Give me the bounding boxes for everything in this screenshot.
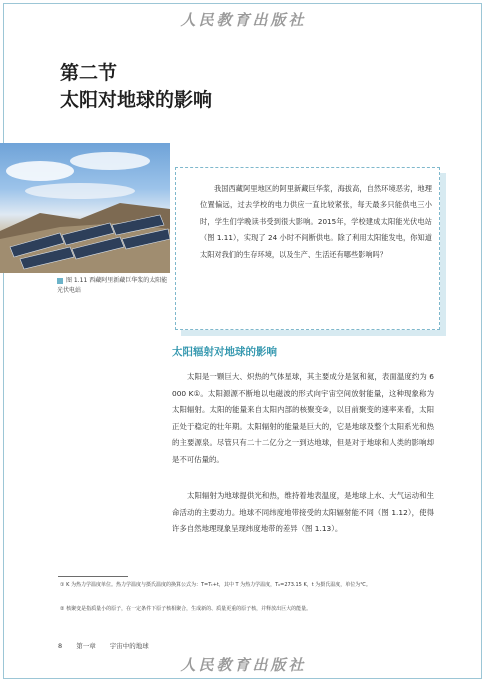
solar-station-illustration <box>0 143 170 273</box>
page-footer <box>58 641 161 650</box>
figure-caption <box>57 276 172 296</box>
chapter-title: 宇宙中的地球 <box>109 642 149 650</box>
footnote-text: 核聚变是指质量小的原子，在一定条件下原子核相聚合，生成新的、质量更重的原子核，并释放出巨大的能量。 <box>66 606 312 612</box>
footnote-mark: ① <box>60 582 65 588</box>
caption-marker <box>57 278 63 284</box>
chapter-number: 第一章 <box>76 642 96 650</box>
figure-caption-text: 西藏阿里新藏巨华浆的太阳能光伏电站 <box>57 277 168 294</box>
publisher-logo-top: 人民教育出版社 <box>180 11 307 29</box>
footnote-mark: ② <box>60 606 65 612</box>
section-title: 太阳对地球的影响 <box>60 89 213 111</box>
subsection-heading: 太阳辐射对地球的影响 <box>172 346 277 358</box>
section-number: 第二节 <box>60 62 118 84</box>
publisher-logo-bottom: 人民教育出版社 <box>180 656 307 674</box>
page-number: 8 <box>58 642 63 650</box>
footnote <box>60 580 432 591</box>
footnote-divider <box>58 576 128 577</box>
solar-station-photo <box>0 143 170 273</box>
body-paragraph: 太阳辐射为地球提供光和热，维持着地表温度，是地球上水、大气运动和生命活动的主要动力。地球不同纬度地带接受的太阳辐射能不同（图 1.12），使得许多自然地理现象呈现纬度地带的差异（图 1.13）。 <box>172 491 434 533</box>
body-paragraph: 太阳是一颗巨大、炽热的气体星球，其主要成分是氢和氦，表面温度约为 6 000 K①。太阳源源不断地以电磁波的形式向宇宙空间放射能量，这种现象称为太阳辐射。太阳的能量来自太阳内部的核聚变②，以目前聚变的速率来看，太阳正处于稳定的壮年期。太阳辐射的能量是巨大的，它是地球及整个太阳系光和热的主要源泉。尽管只有二十二亿分之一到达地球，但是对于地球和人类的影响却是不可估量的。 <box>172 372 434 464</box>
intro-text: 我国西藏阿里地区的阿里新藏巨华浆，海拔高，自然环境恶劣，地理位置偏远，过去学校的电力供应一直比较紧张，每天最多只能供电三小时，学生们学晚读书受到很大影响。2015年，学校建成太阳能光伏电站（图 1.11），实现了 24 小时不间断供电。除了利用太阳能发电，你知道太阳对我们的生存环境，以及生产、生活还有哪些影响吗？ <box>200 184 432 259</box>
footnote-text: K 为热力学温度单位。热力学温度与摄氏温度的换算公式为：T=Tₜ+t，其中 T 为热力学温度，T₀=273.15 K，t 为摄氏温度，单位为℃。 <box>66 582 371 588</box>
figure-label: 图 1.11 <box>66 277 88 284</box>
footnote <box>60 604 432 615</box>
